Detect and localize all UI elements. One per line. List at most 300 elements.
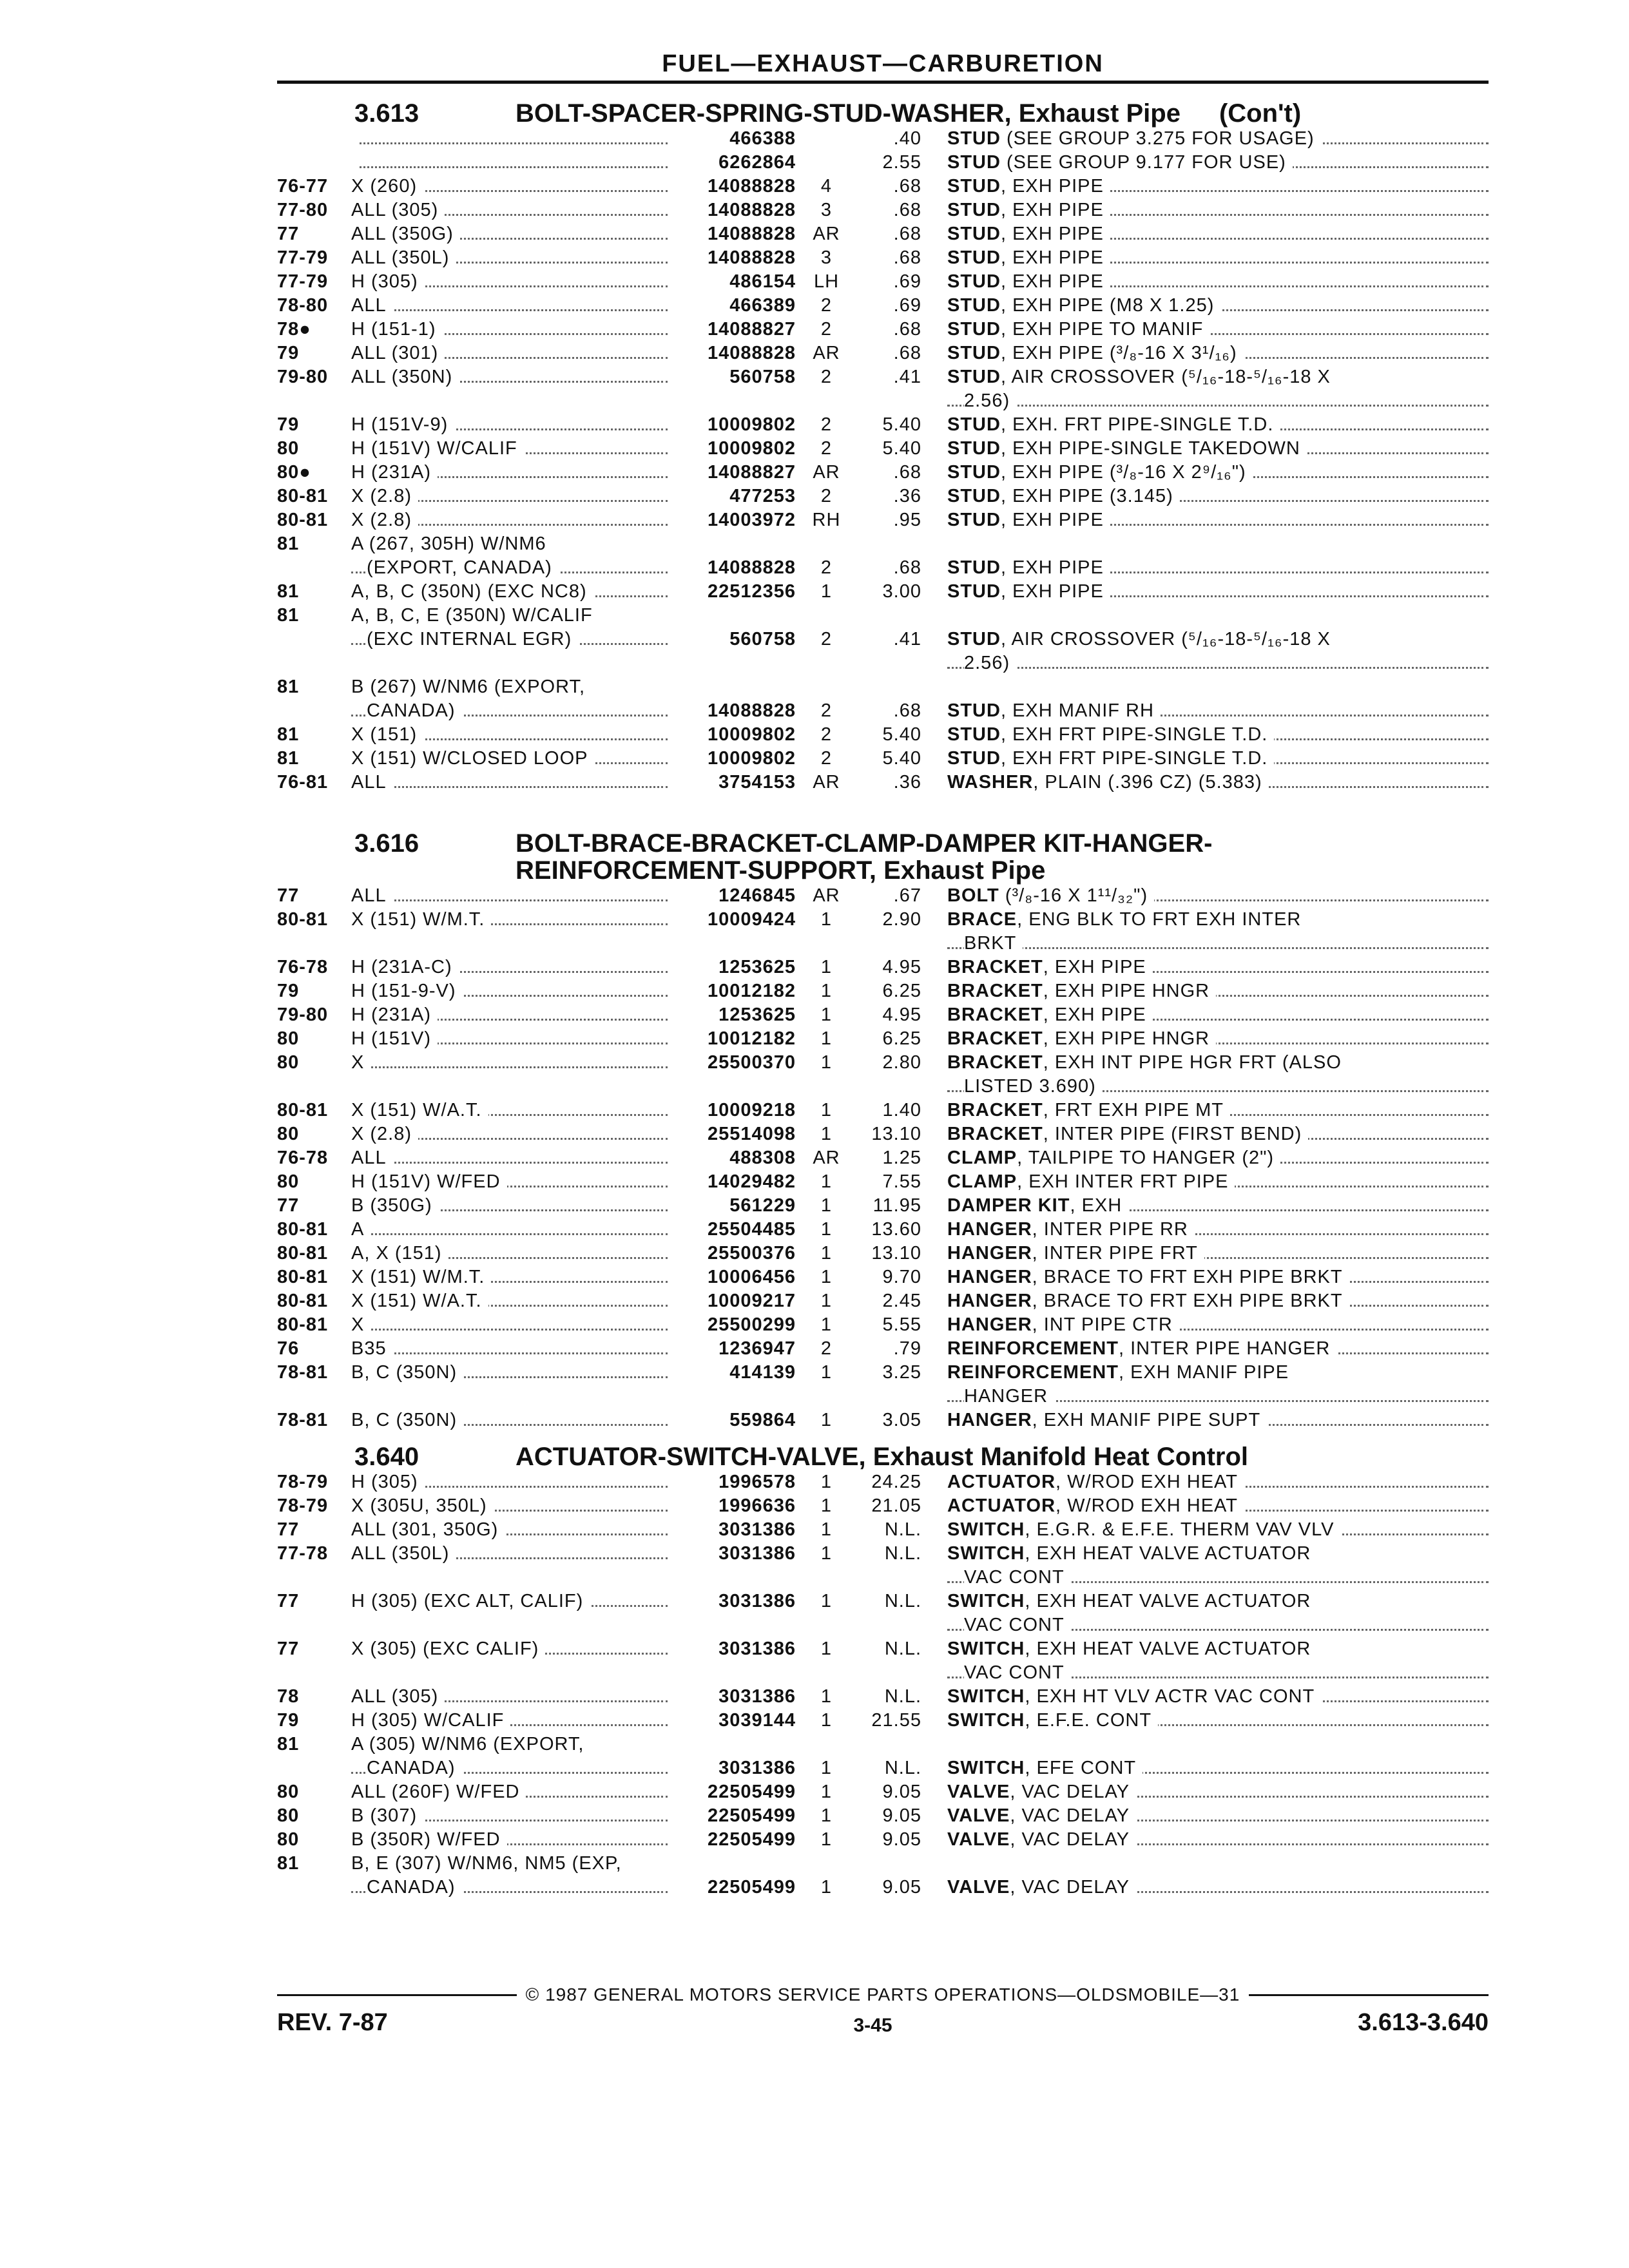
part-number (677, 580, 796, 604)
quantity-text: 2 (820, 700, 833, 721)
parts-row (277, 461, 1489, 485)
price-text: 13.60 (871, 1219, 921, 1240)
part-name: STUD (947, 343, 1001, 363)
part-detail: , EXH FRT PIPE-SINGLE T.D. (1000, 724, 1268, 745)
application (351, 365, 677, 389)
section-name (516, 830, 1489, 884)
application-line (351, 628, 677, 651)
description-text (947, 319, 1210, 340)
part-detail: , EFE CONT (1025, 1758, 1137, 1778)
application-line (351, 1733, 677, 1756)
description-text (947, 200, 1110, 220)
quantity (796, 365, 851, 389)
description (921, 532, 1489, 580)
part-number (677, 1218, 796, 1242)
part-detail: , EXH PIPE (1000, 581, 1104, 602)
description-text (964, 1076, 1103, 1097)
description-line (947, 1242, 1489, 1265)
application-text: B, C (350N) (351, 1410, 463, 1430)
part-number (677, 956, 796, 979)
application (351, 1265, 677, 1289)
part-number-text: 414139 (729, 1362, 796, 1383)
price (851, 956, 921, 979)
application (351, 1003, 677, 1027)
description-text (947, 271, 1110, 292)
part-number (677, 1733, 796, 1780)
application-text: ALL (350G) (351, 224, 460, 244)
part-number (677, 1542, 796, 1566)
price-text: .95 (893, 510, 921, 530)
price (851, 1470, 921, 1494)
quantity (796, 884, 851, 908)
application-text: ALL (301) (351, 343, 445, 363)
parts-row (277, 246, 1489, 270)
parts-row (277, 1685, 1489, 1709)
parts-row (277, 1122, 1489, 1146)
application-text: X (151) (351, 724, 423, 745)
quantity (796, 1194, 851, 1218)
parts-row (277, 1780, 1489, 1804)
part-detail: , EXH PIPE (³/₈-16 X 3¹/₁₆) (1000, 343, 1237, 363)
part-detail: , EXH PIPE-SINGLE TAKEDOWN (1000, 438, 1300, 459)
description-text (947, 909, 1307, 930)
model-year: 79 (277, 981, 300, 1001)
model-year: 81 (277, 724, 300, 745)
price-text: 4.95 (882, 957, 921, 977)
description-text (947, 462, 1253, 483)
application-text: H (151V-9) (351, 414, 454, 435)
part-number (677, 1146, 796, 1170)
price-text: .69 (893, 271, 921, 292)
price-text: .68 (893, 247, 921, 268)
part-name: ACTUATOR (947, 1495, 1056, 1516)
application-line (351, 1218, 677, 1242)
part-number-text: 14088827 (707, 319, 796, 340)
price (851, 1265, 921, 1289)
description (921, 1804, 1489, 1828)
application-line (351, 437, 677, 461)
description (921, 318, 1489, 341)
part-number-text: 3754153 (718, 772, 796, 793)
description-line (947, 294, 1489, 318)
parts-row (277, 1542, 1489, 1590)
price-text: .67 (893, 885, 921, 906)
price (851, 1027, 921, 1051)
description-text (947, 247, 1110, 268)
quantity-text: 2 (820, 367, 833, 387)
quantity (796, 1518, 851, 1542)
description-text (947, 1100, 1230, 1120)
parts-row (277, 198, 1489, 222)
quantity (796, 437, 851, 461)
quantity-text: 1 (820, 1710, 833, 1731)
price-text: 9.05 (882, 1829, 921, 1850)
application-text: B (350G) (351, 1195, 439, 1216)
description-line (947, 1756, 1489, 1780)
part-number (677, 1242, 796, 1265)
quantity-text: 1 (820, 1758, 833, 1778)
description (921, 1003, 1489, 1027)
price-text: 4.95 (882, 1004, 921, 1025)
quantity (796, 1542, 851, 1566)
description-text (947, 1639, 1317, 1659)
description-text (947, 1243, 1204, 1264)
parts-row (277, 1027, 1489, 1051)
description-text (947, 1805, 1136, 1826)
application-text: A (351, 1219, 371, 1240)
model-year: 77 (277, 1639, 300, 1659)
parts-row (277, 1003, 1489, 1027)
quantity (796, 675, 851, 723)
price-text: 5.40 (882, 414, 921, 435)
description-line (947, 908, 1489, 932)
application-line (351, 198, 677, 222)
part-number (677, 485, 796, 508)
part-detail: , EXH MANIF PIPE SUPT (1032, 1410, 1261, 1430)
application-line (351, 1242, 677, 1265)
quantity-text: 1 (820, 981, 833, 1001)
application-line (351, 1051, 677, 1075)
part-number (677, 1194, 796, 1218)
description (921, 1170, 1489, 1194)
application-text: H (151V) W/FED (351, 1171, 507, 1192)
price (851, 1408, 921, 1432)
part-number-text: 3031386 (718, 1686, 796, 1707)
part-number (677, 908, 796, 932)
part-name: STUD (947, 224, 1001, 244)
quantity-text: 1 (820, 1782, 833, 1802)
parts-row (277, 1194, 1489, 1218)
price (851, 222, 921, 246)
quantity (796, 294, 851, 318)
description (921, 485, 1489, 508)
application-text: H (151-1) (351, 319, 443, 340)
description (921, 723, 1489, 747)
price-text: 13.10 (871, 1124, 921, 1144)
application-text: B (267) W/NM6 (EXPORT, (351, 677, 592, 697)
model-year: 80-81 (277, 1219, 329, 1240)
application-text: ALL (351, 295, 393, 316)
model-year: 80-81 (277, 909, 329, 930)
quantity-text: AR (813, 462, 840, 483)
part-detail: , TAILPIPE TO HANGER (2") (1017, 1148, 1275, 1168)
quantity-text: 2 (820, 557, 833, 578)
quantity-text: 1 (820, 1028, 833, 1049)
application-line (351, 246, 677, 270)
part-number (677, 318, 796, 341)
price-text: N.L. (884, 1591, 921, 1611)
price-text: .68 (893, 557, 921, 578)
part-name: STUD (947, 295, 1001, 316)
quantity-text: 1 (820, 1639, 833, 1659)
description (921, 1313, 1489, 1337)
part-number-text: 10012182 (707, 981, 796, 1001)
part-number (677, 1518, 796, 1542)
application-text: ALL (351, 1148, 393, 1168)
price (851, 198, 921, 222)
part-name: SWITCH (947, 1519, 1025, 1540)
price-text: 9.05 (882, 1805, 921, 1826)
description (921, 508, 1489, 532)
part-detail: , VAC DELAY (1010, 1782, 1130, 1802)
application-line (351, 1685, 677, 1709)
description (921, 1289, 1489, 1313)
part-number-text: 3031386 (718, 1591, 796, 1611)
description-text (947, 1314, 1179, 1335)
application (351, 246, 677, 270)
quantity (796, 1852, 851, 1899)
model-year: 79 (277, 414, 300, 435)
application-text: H (305) (351, 1472, 425, 1492)
part-name: REINFORCEMENT (947, 1362, 1119, 1383)
application-text: ALL (260F) W/FED (351, 1782, 526, 1802)
part-number (677, 1361, 796, 1385)
description-line (947, 1709, 1489, 1733)
parts-row (277, 1051, 1489, 1099)
application (351, 318, 677, 341)
description-text (964, 653, 1016, 673)
application-line (351, 723, 677, 747)
price (851, 294, 921, 318)
part-name: SWITCH (947, 1758, 1025, 1778)
description (921, 1518, 1489, 1542)
price (851, 341, 921, 365)
part-detail: , VAC DELAY (1010, 1805, 1130, 1826)
quantity (796, 908, 851, 932)
part-number (677, 771, 796, 794)
leader-dots (351, 899, 668, 901)
application (351, 1313, 677, 1337)
application-line (351, 318, 677, 341)
quantity (796, 175, 851, 198)
part-number (677, 1313, 796, 1337)
price (851, 318, 921, 341)
description (921, 1852, 1489, 1899)
application-line (351, 1542, 677, 1566)
section-name-text: ACTUATOR-SWITCH-VALVE, Exhaust Manifold Heat Control (516, 1443, 1249, 1471)
part-number (677, 151, 796, 175)
part-name: BRACKET (947, 1100, 1043, 1120)
description-line (947, 1590, 1489, 1613)
part-number (677, 413, 796, 437)
application (351, 270, 677, 294)
part-name: STUD (947, 748, 1001, 769)
application-text: H (305) W/CALIF (351, 1710, 510, 1731)
model-year: 77 (277, 1519, 300, 1540)
model-year: 78-79 (277, 1495, 329, 1516)
application-line (351, 270, 677, 294)
part-number (677, 1637, 796, 1661)
model-year: 77 (277, 885, 300, 906)
description-text (947, 1171, 1235, 1192)
quantity-text: 1 (820, 1543, 833, 1564)
quantity (796, 1265, 851, 1289)
description-text (947, 981, 1216, 1001)
application-text: (EXPORT, CANADA) (367, 557, 559, 578)
application (351, 294, 677, 318)
application (351, 151, 677, 175)
description-line (947, 127, 1489, 151)
application-line (351, 294, 677, 318)
parts-row (277, 222, 1489, 246)
part-number (677, 1099, 796, 1122)
price (851, 1780, 921, 1804)
part-detail: , EXH PIPE HNGR (1043, 1028, 1210, 1049)
part-detail: LISTED 3.690) (964, 1076, 1096, 1097)
application-text: B, E (307) W/NM6, NM5 (EXP, (351, 1853, 628, 1874)
quantity (796, 1804, 851, 1828)
part-number-text: 1996578 (718, 1472, 796, 1492)
part-number-text: 25500299 (707, 1314, 796, 1335)
description (921, 365, 1489, 413)
quantity (796, 1170, 851, 1194)
application (351, 1780, 677, 1804)
part-number-text: 3031386 (718, 1639, 796, 1659)
quantity-text: 1 (820, 1219, 833, 1240)
application (351, 341, 677, 365)
description-line (947, 1027, 1489, 1051)
description-text (947, 367, 1337, 387)
price (851, 747, 921, 771)
quantity (796, 222, 851, 246)
price (851, 1289, 921, 1313)
quantity-text: 4 (820, 176, 833, 197)
part-number (677, 532, 796, 580)
quantity (796, 1685, 851, 1709)
parts-row (277, 771, 1489, 794)
description (921, 1780, 1489, 1804)
parts-row (277, 151, 1489, 175)
part-number (677, 604, 796, 651)
model-year: 80-81 (277, 1100, 329, 1120)
part-number (677, 270, 796, 294)
part-name: HANGER (947, 1267, 1032, 1287)
description-text (947, 414, 1280, 435)
part-detail: (SEE GROUP 3.275 FOR USAGE) (1000, 128, 1315, 149)
parts-row (277, 1494, 1489, 1518)
quantity-text: 3 (820, 247, 833, 268)
part-number-text: 10012182 (707, 1028, 796, 1049)
price (851, 508, 921, 532)
price (851, 270, 921, 294)
part-name: ACTUATOR (947, 1472, 1056, 1492)
application-text: X (2.8) (351, 1124, 418, 1144)
application-text: H (151V) (351, 1028, 438, 1049)
quantity-text: AR (813, 343, 840, 363)
model-year: 79-80 (277, 367, 329, 387)
description-line (947, 1685, 1489, 1709)
part-number (677, 1709, 796, 1733)
parts-row (277, 1518, 1489, 1542)
model-year: 80 (277, 1052, 300, 1073)
section-name-line (516, 1443, 1489, 1470)
description (921, 1494, 1489, 1518)
quantity-text: 1 (820, 1243, 833, 1264)
footer-rule-left (277, 1994, 517, 1996)
section-3-613 (277, 100, 1489, 794)
price-text: 5.40 (882, 438, 921, 459)
application (351, 1027, 677, 1051)
description-line (947, 1075, 1489, 1099)
part-name: STUD (947, 319, 1001, 340)
part-name: BOLT (947, 885, 999, 906)
quantity-text: AR (813, 772, 840, 793)
description (921, 341, 1489, 365)
quantity-text: 2 (820, 319, 833, 340)
part-number (677, 1289, 796, 1313)
description-text (947, 152, 1293, 173)
part-name: REINFORCEMENT (947, 1338, 1119, 1359)
quantity-text: 1 (820, 957, 833, 977)
model-year: 77 (277, 1195, 300, 1216)
price-text: .68 (893, 176, 921, 197)
description-text (947, 176, 1110, 197)
price-text: 2.45 (882, 1291, 921, 1311)
description-line (947, 1289, 1489, 1313)
quantity (796, 1122, 851, 1146)
part-number-text: 22512356 (707, 581, 796, 602)
price (851, 1170, 921, 1194)
quantity (796, 270, 851, 294)
price-text: .79 (893, 1338, 921, 1359)
part-number-text: 14088828 (707, 224, 796, 244)
part-name: STUD (947, 724, 1001, 745)
quantity (796, 485, 851, 508)
page-header: FUEL—EXHAUST—CARBURETION (277, 50, 1489, 84)
application-line (351, 556, 677, 580)
model-year: 77 (277, 1591, 300, 1611)
price (851, 1590, 921, 1613)
part-name: STUD (947, 200, 1001, 220)
part-name: STUD (947, 152, 1001, 173)
application-text: CANADA) (367, 1758, 462, 1778)
description-line (947, 1361, 1489, 1385)
description-line (947, 1661, 1489, 1685)
part-number (677, 1027, 796, 1051)
part-number-text: 466389 (729, 295, 796, 316)
price-text: 2.90 (882, 909, 921, 930)
application (351, 1709, 677, 1733)
model-year: 77-79 (277, 271, 329, 292)
price-text: 6.25 (882, 981, 921, 1001)
description (921, 151, 1489, 175)
price-text: 3.05 (882, 1410, 921, 1430)
quantity (796, 413, 851, 437)
description-text (964, 1662, 1071, 1683)
price-text: 5.55 (882, 1314, 921, 1335)
price-text: .68 (893, 224, 921, 244)
description-text (947, 1148, 1280, 1168)
model-year: 76-81 (277, 772, 329, 793)
application-line (351, 1027, 677, 1051)
quantity-text: 2 (820, 295, 833, 316)
parts-row (277, 437, 1489, 461)
quantity (796, 1218, 851, 1242)
part-number (677, 1265, 796, 1289)
part-detail: , EXH PIPE (1000, 271, 1104, 292)
description-text (947, 128, 1321, 149)
parts-row (277, 1804, 1489, 1828)
application-text: X (305) (EXC CALIF) (351, 1639, 545, 1659)
application (351, 747, 677, 771)
part-number-text: 560758 (729, 629, 796, 649)
description (921, 198, 1489, 222)
description-line (947, 628, 1489, 651)
part-name: DAMPER KIT (947, 1195, 1070, 1216)
part-detail: , EXH PIPE (1000, 200, 1104, 220)
part-name: WASHER (947, 772, 1034, 793)
quantity-text: 1 (820, 1004, 833, 1025)
